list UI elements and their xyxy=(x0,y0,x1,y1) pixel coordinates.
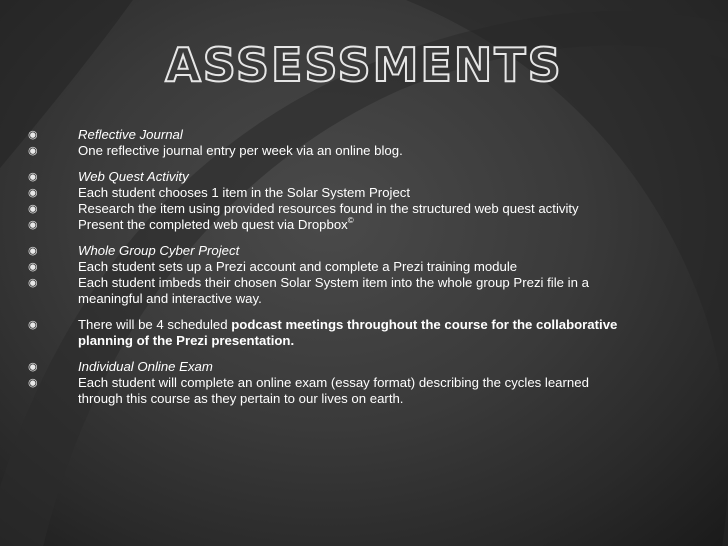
list-item xyxy=(28,259,628,275)
list-item xyxy=(28,275,628,307)
target-bullet-icon: ◉ xyxy=(28,245,38,257)
target-bullet-icon: ◉ xyxy=(28,261,38,273)
list-item xyxy=(28,127,628,143)
list-item-text: Each student will complete an online exam (essay format) describing the cycles learned through this course as they pertain to our lives on earth. xyxy=(78,375,589,406)
podcast-bold-text: podcast meetings throughout the course for the collaborative planning of the Prezi presentation. xyxy=(78,317,618,348)
target-bullet-icon: ◉ xyxy=(28,203,38,215)
target-bullet-icon: ◉ xyxy=(28,277,38,289)
bullet-group-reflective-journal xyxy=(28,127,628,159)
list-item xyxy=(28,217,628,233)
list-item-text: Research the item using provided resources found in the structured web quest activity xyxy=(78,201,579,216)
list-item-text: Individual Online Exam xyxy=(78,359,213,374)
target-bullet-icon: ◉ xyxy=(28,219,38,231)
list-item-text: Reflective Journal xyxy=(78,127,183,142)
bullet-list xyxy=(28,127,628,417)
bullet-group-online-exam xyxy=(28,359,628,407)
list-item-text: Each student chooses 1 item in the Solar System Project xyxy=(78,185,411,200)
bullet-group-cyber-project xyxy=(28,243,628,307)
target-bullet-icon: ◉ xyxy=(28,319,38,331)
list-item-text: Whole Group Cyber Project xyxy=(78,243,240,258)
list-item xyxy=(28,375,628,407)
list-item xyxy=(28,359,628,375)
list-item xyxy=(28,143,628,159)
list-item xyxy=(28,185,628,201)
list-item-text xyxy=(78,317,628,349)
list-item-text: Web Quest Activity xyxy=(78,169,189,184)
list-item xyxy=(28,243,628,259)
list-item-text: Each student sets up a Prezi account and complete a Prezi training module xyxy=(78,259,518,274)
list-item xyxy=(28,201,628,217)
list-item-text: Each student imbeds their chosen Solar System item into the whole group Prezi file in a meaningful and interactive way. xyxy=(78,275,589,306)
target-bullet-icon: ◉ xyxy=(28,129,38,141)
target-bullet-icon: ◉ xyxy=(28,187,38,199)
list-item-text: One reflective journal entry per week via an online blog. xyxy=(78,143,403,158)
target-bullet-icon: ◉ xyxy=(28,361,38,373)
bullet-group-web-quest xyxy=(28,169,628,233)
slide-title: ASSESSMENTS xyxy=(165,38,563,92)
list-item xyxy=(28,317,628,349)
list-item xyxy=(28,169,628,185)
bullet-group-podcast xyxy=(28,317,628,349)
podcast-text: There will be 4 scheduled xyxy=(78,317,232,332)
target-bullet-icon: ◉ xyxy=(28,377,38,389)
copyright-mark: © xyxy=(347,216,354,225)
target-bullet-icon: ◉ xyxy=(28,171,38,183)
dropbox-text: Present the completed web quest via Dropbox xyxy=(78,217,348,232)
list-item-text xyxy=(78,217,628,233)
target-bullet-icon: ◉ xyxy=(28,145,38,157)
